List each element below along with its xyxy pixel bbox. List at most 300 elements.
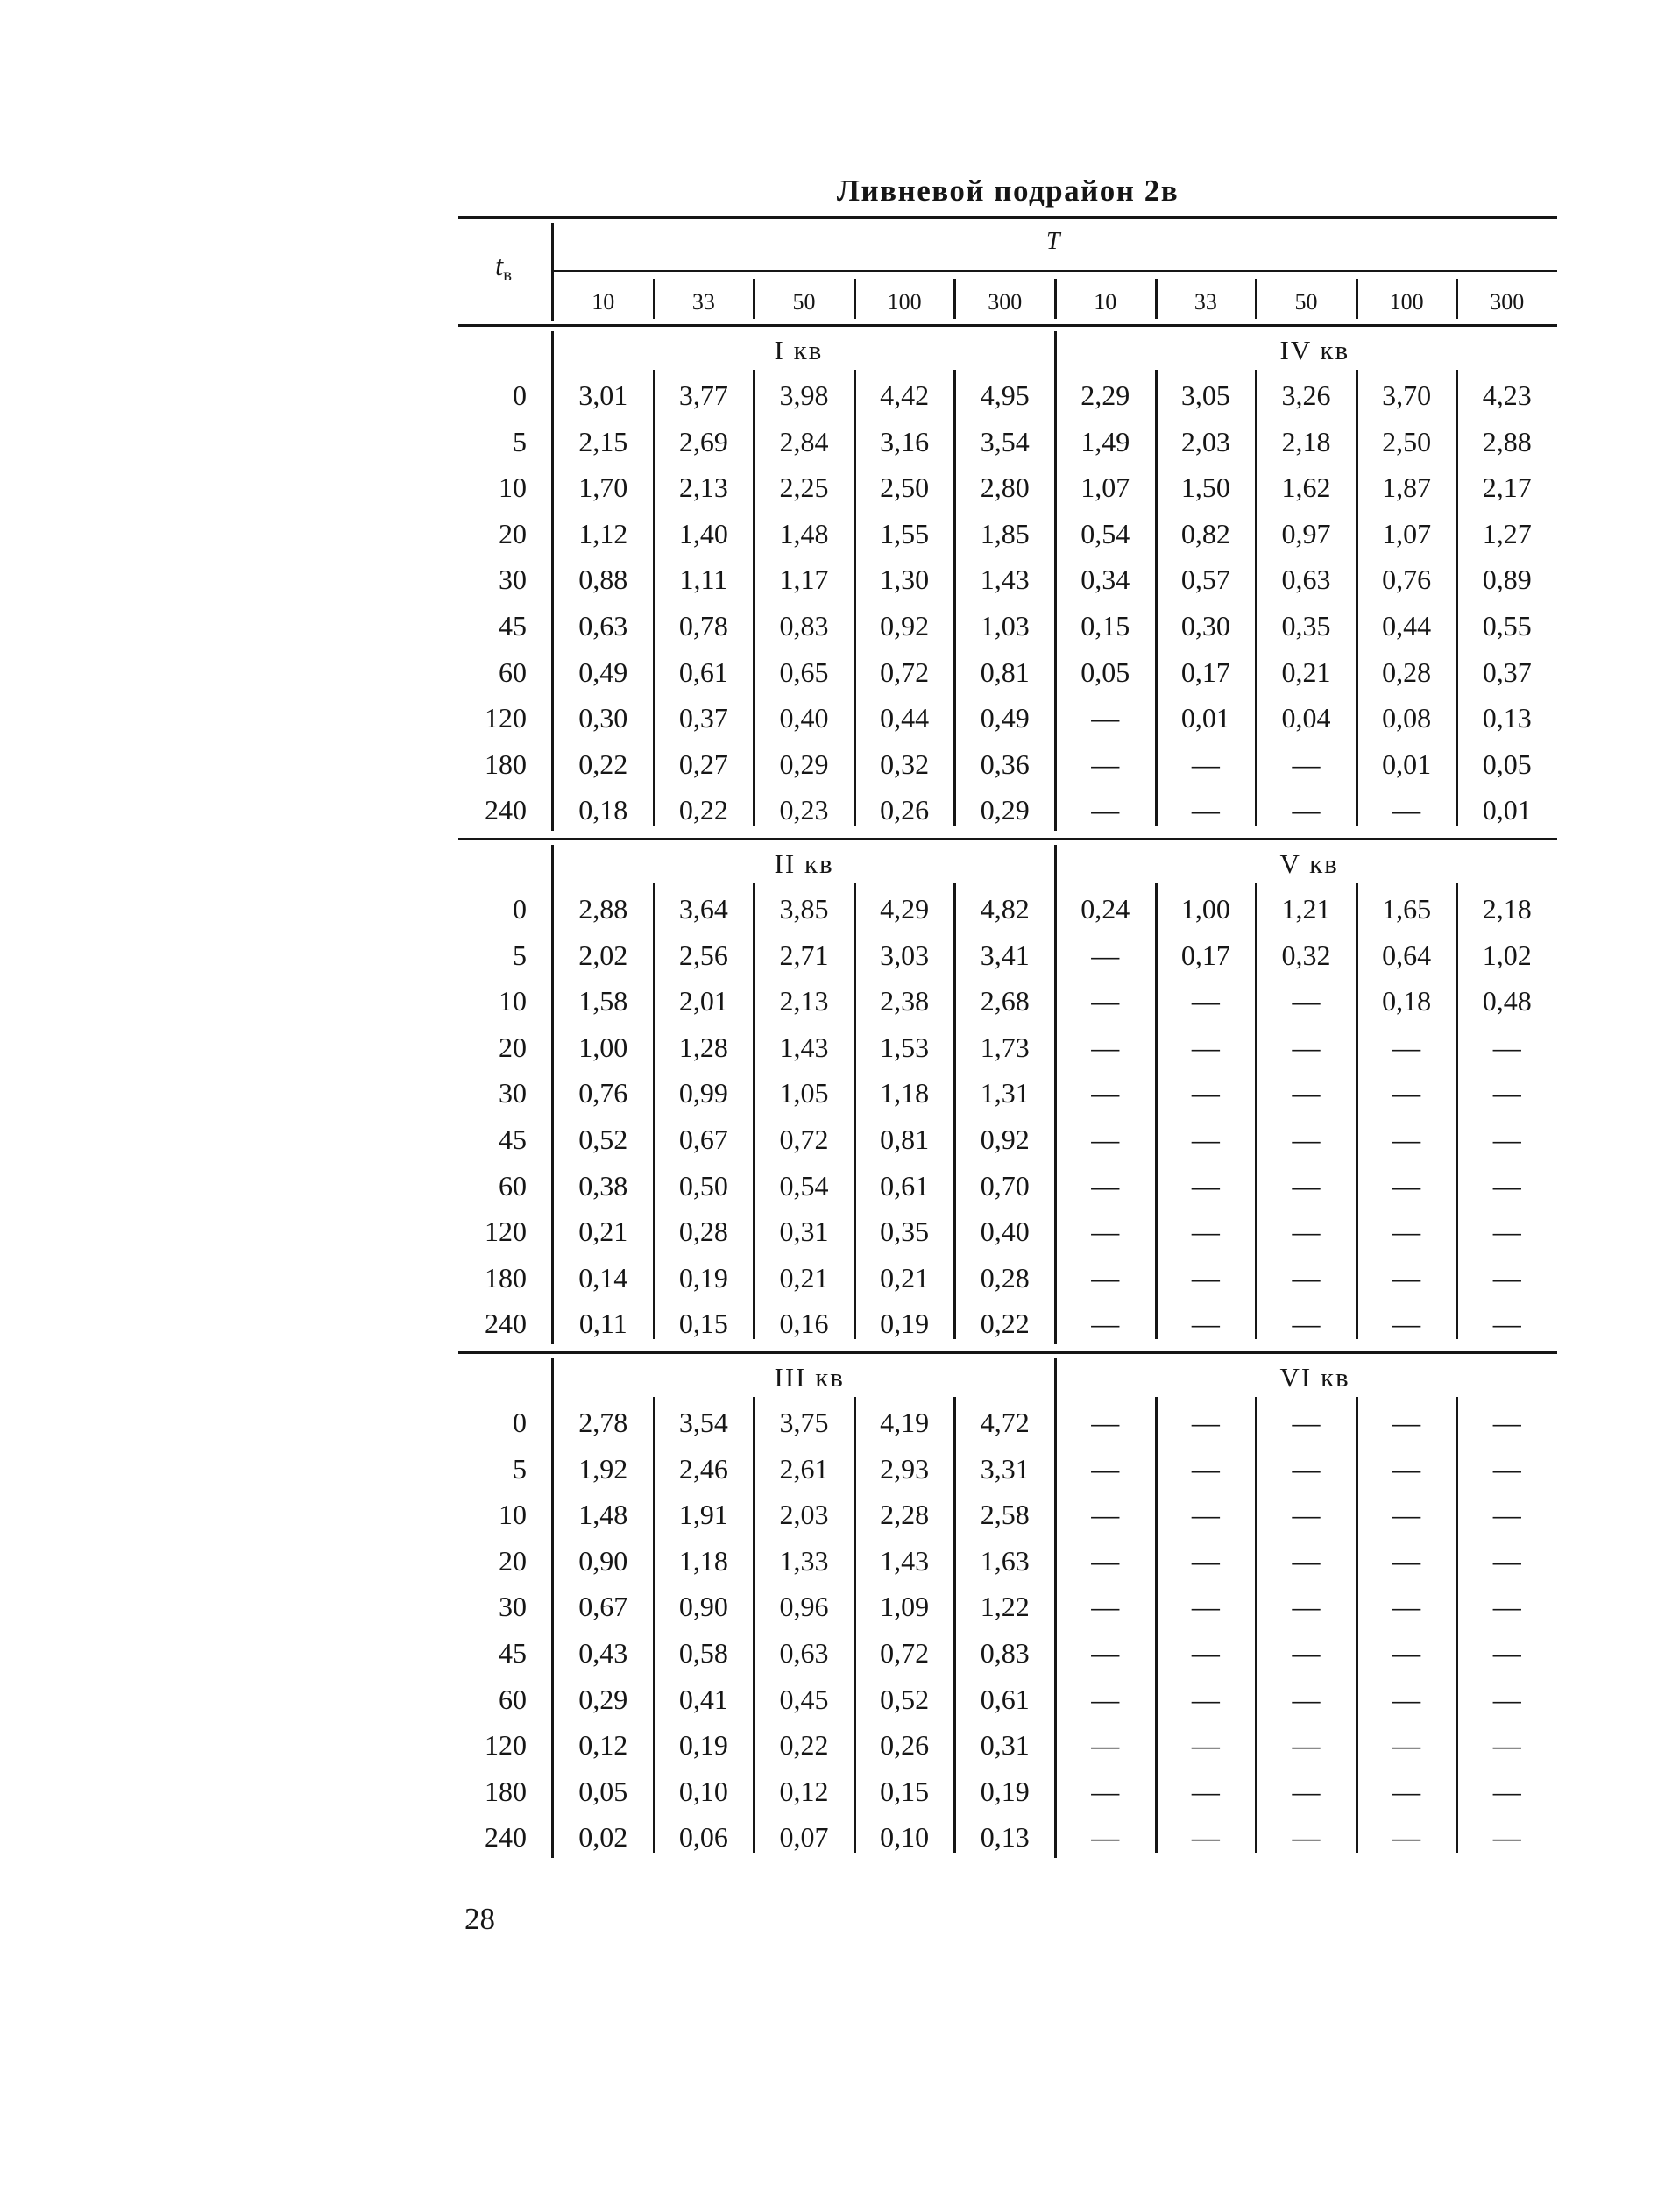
row-duration: 240: [485, 1308, 527, 1340]
table-cell: 3,75: [779, 1407, 829, 1438]
table-cell: —: [1492, 1683, 1521, 1715]
table-cell: —: [1191, 1775, 1220, 1807]
table-cell: 3,03: [880, 939, 930, 971]
column-header: 50: [792, 289, 816, 315]
table-cell: —: [1392, 1124, 1421, 1155]
row-label-subscript: в: [503, 264, 513, 285]
table-cell: 0,72: [880, 1637, 930, 1669]
table-cell: 0,17: [1180, 656, 1230, 688]
row-duration: 120: [485, 1216, 527, 1248]
table-cell: —: [1091, 702, 1120, 734]
table-cell: 2,29: [1080, 379, 1130, 411]
table-cell: 0,19: [880, 1308, 930, 1340]
table-cell: 3,01: [578, 379, 628, 411]
table-cell: 3,26: [1281, 379, 1331, 411]
row-duration: 20: [499, 1031, 527, 1063]
table-cell: 0,15: [880, 1775, 930, 1807]
table-cell: 2,28: [880, 1499, 930, 1531]
table-cell: 0,81: [980, 656, 1030, 688]
table-cell: 0,40: [779, 702, 829, 734]
table-cell: 0,81: [880, 1124, 930, 1155]
table-cell: 0,17: [1180, 939, 1230, 971]
table-cell: —: [1191, 1499, 1220, 1531]
table-cell: 4,23: [1482, 379, 1532, 411]
table-cell: 0,21: [779, 1261, 829, 1294]
table-cell: —: [1392, 1591, 1421, 1623]
table-cell: —: [1292, 1077, 1321, 1110]
table-cell: 1,50: [1180, 471, 1230, 504]
table-cell: —: [1091, 1031, 1120, 1063]
table-cell: 1,40: [678, 517, 728, 549]
table-cell: —: [1191, 1031, 1220, 1063]
table-cell: 0,78: [678, 610, 728, 642]
table-cell: 1,43: [779, 1031, 829, 1063]
table-cell: 1,02: [1482, 939, 1532, 971]
table-cell: 1,58: [578, 985, 628, 1017]
table-cell: —: [1492, 1031, 1521, 1063]
header-column-divider: [1054, 279, 1057, 319]
table-cell: 2,56: [678, 939, 728, 971]
table-cell: 0,72: [880, 656, 930, 688]
table-cell: —: [1091, 1729, 1120, 1762]
table-cell: 2,80: [980, 471, 1030, 504]
header-column-divider: [1255, 279, 1257, 319]
table-cell: 0,08: [1382, 702, 1432, 734]
table-cell: 0,92: [980, 1124, 1030, 1155]
table-cell: 0,76: [1382, 564, 1432, 596]
table-cell: 0,18: [1382, 985, 1432, 1017]
row-duration: 20: [499, 1544, 527, 1577]
table-cell: 0,89: [1482, 564, 1532, 596]
row-label-header: [495, 251, 512, 286]
table-cell: 0,29: [779, 748, 829, 780]
table-cell: 0,14: [578, 1261, 628, 1294]
table-cell: —: [1492, 1775, 1521, 1807]
table-cell: 1,07: [1080, 471, 1130, 504]
table-cell: —: [1492, 1821, 1521, 1854]
table-cell: —: [1091, 1591, 1120, 1623]
table-cell: —: [1091, 1261, 1120, 1294]
table-cell: —: [1292, 1544, 1321, 1577]
table-cell: 0,63: [578, 610, 628, 642]
table-cell: 0,54: [1080, 517, 1130, 549]
table-cell: 1,03: [980, 610, 1030, 642]
header-column-divider: [753, 279, 755, 319]
table-cell: 0,61: [880, 1169, 930, 1202]
row-duration: 5: [513, 1452, 527, 1485]
table-cell: 0,58: [678, 1637, 728, 1669]
quarter-label-left: III кв: [774, 1362, 845, 1393]
table-cell: 2,01: [678, 985, 728, 1017]
table-cell: —: [1091, 1544, 1120, 1577]
table-cell: 0,30: [578, 702, 628, 734]
table-cell: —: [1191, 794, 1220, 826]
table-cell: 0,22: [980, 1308, 1030, 1340]
table-cell: 1,31: [980, 1077, 1030, 1110]
row-duration: 45: [499, 610, 527, 642]
table-cell: 0,54: [779, 1169, 829, 1202]
table-cell: —: [1292, 1821, 1321, 1854]
table-cell: —: [1292, 1031, 1321, 1063]
table-cell: 0,88: [578, 564, 628, 596]
table-cell: 1,73: [980, 1031, 1030, 1063]
column-header: 300: [1490, 289, 1525, 315]
row-duration: 30: [499, 1591, 527, 1623]
page-title: Ливневой подрайон 2в: [836, 174, 1180, 208]
table-cell: 4,19: [880, 1407, 930, 1438]
table-cell: 2,18: [1482, 893, 1532, 925]
table-cell: 2,18: [1281, 425, 1331, 457]
table-cell: 2,88: [1482, 425, 1532, 457]
table-cell: 2,50: [1382, 425, 1432, 457]
table-cell: —: [1392, 1729, 1421, 1762]
table-cell: 1,33: [779, 1544, 829, 1577]
table-cell: 4,82: [980, 893, 1030, 925]
quarter-label-right: V кв: [1279, 848, 1339, 879]
table-cell: 2,78: [578, 1407, 628, 1438]
table-cell: —: [1091, 1216, 1120, 1248]
table-cell: 0,82: [1180, 517, 1230, 549]
table-cell: 4,95: [980, 379, 1030, 411]
table-cell: 0,31: [980, 1729, 1030, 1762]
table-cell: —: [1392, 1821, 1421, 1854]
column-header: 50: [1294, 289, 1318, 315]
table-cell: 0,63: [779, 1637, 829, 1669]
table-cell: —: [1492, 1077, 1521, 1110]
table-cell: 2,69: [678, 425, 728, 457]
table-cell: 1,65: [1382, 893, 1432, 925]
column-header: 10: [592, 289, 615, 315]
row-duration: 45: [499, 1637, 527, 1669]
row-duration: 60: [499, 1169, 527, 1202]
table-cell: 3,16: [880, 425, 930, 457]
table-cell: —: [1492, 1124, 1521, 1155]
table-cell: 1,49: [1080, 425, 1130, 457]
table-cell: —: [1392, 1169, 1421, 1202]
table-cell: 0,10: [880, 1821, 930, 1854]
table-cell: 2,50: [880, 471, 930, 504]
table-cell: 0,22: [578, 748, 628, 780]
table-cell: —: [1091, 1169, 1120, 1202]
column-header: 33: [691, 289, 715, 315]
table-cell: —: [1091, 748, 1120, 780]
table-cell: 0,63: [1281, 564, 1331, 596]
row-duration: 45: [499, 1124, 527, 1155]
table-cell: 1,55: [880, 517, 930, 549]
table-cell: 1,48: [779, 517, 829, 549]
table-cell: 0,43: [578, 1637, 628, 1669]
table-cell: 3,54: [678, 1407, 728, 1438]
table-cell: 0,49: [980, 702, 1030, 734]
table-cell: —: [1492, 1407, 1521, 1438]
table-cell: 0,05: [1482, 748, 1532, 780]
table-cell: 3,05: [1180, 379, 1230, 411]
table-cell: 0,49: [578, 656, 628, 688]
table-cell: —: [1191, 748, 1220, 780]
table-cell: —: [1091, 1308, 1120, 1340]
table-cell: —: [1492, 1308, 1521, 1340]
table-cell: —: [1191, 1544, 1220, 1577]
group-rule: [553, 270, 1557, 272]
row-duration: 0: [513, 893, 527, 925]
row-duration: 180: [485, 748, 527, 780]
header-column-divider: [953, 279, 956, 319]
table-cell: 0,92: [880, 610, 930, 642]
table-cell: 1,92: [578, 1452, 628, 1485]
table-cell: 0,19: [980, 1775, 1030, 1807]
table-cell: 0,13: [980, 1821, 1030, 1854]
table-cell: 0,32: [1281, 939, 1331, 971]
table-cell: 0,64: [1382, 939, 1432, 971]
table-cell: 0,31: [779, 1216, 829, 1248]
table-cell: 1,43: [980, 564, 1030, 596]
table-cell: 0,13: [1482, 702, 1532, 734]
row-duration: 120: [485, 702, 527, 734]
table-cell: 0,06: [678, 1821, 728, 1854]
table-cell: —: [1191, 1452, 1220, 1485]
table-cell: 1,21: [1281, 893, 1331, 925]
table-cell: 0,22: [678, 794, 728, 826]
row-label-base: t: [495, 251, 504, 282]
table-cell: 1,00: [1180, 893, 1230, 925]
data-table: [458, 216, 1557, 1907]
column-header: 33: [1194, 289, 1217, 315]
table-cell: 0,21: [578, 1216, 628, 1248]
column-header: 10: [1094, 289, 1117, 315]
table-cell: —: [1392, 1499, 1421, 1531]
table-cell: —: [1292, 794, 1321, 826]
row-duration: 5: [513, 425, 527, 457]
table-cell: 0,72: [779, 1124, 829, 1155]
table-cell: 0,01: [1382, 748, 1432, 780]
table-cell: —: [1292, 1169, 1321, 1202]
table-cell: 0,29: [578, 1683, 628, 1715]
table-cell: —: [1191, 1591, 1220, 1623]
table-cell: —: [1191, 1637, 1220, 1669]
table-cell: —: [1191, 1308, 1220, 1340]
table-cell: 0,19: [678, 1261, 728, 1294]
table-cell: 1,62: [1281, 471, 1331, 504]
table-cell: 0,99: [678, 1077, 728, 1110]
table-cell: 2,93: [880, 1452, 930, 1485]
table-cell: 1,70: [578, 471, 628, 504]
table-cell: 1,91: [678, 1499, 728, 1531]
table-cell: —: [1392, 794, 1421, 826]
table-cell: 0,10: [678, 1775, 728, 1807]
row-duration: 30: [499, 1077, 527, 1110]
table-cell: 0,05: [578, 1775, 628, 1807]
table-cell: 0,15: [1080, 610, 1130, 642]
table-cell: 0,41: [678, 1683, 728, 1715]
column-header: 300: [988, 289, 1023, 315]
table-cell: —: [1191, 1169, 1220, 1202]
table-cell: 0,11: [578, 1308, 627, 1340]
table-cell: 1,28: [678, 1031, 728, 1063]
table-cell: 1,12: [578, 517, 628, 549]
table-cell: 0,83: [779, 610, 829, 642]
table-cell: 2,71: [779, 939, 829, 971]
table-cell: —: [1091, 1775, 1120, 1807]
table-cell: —: [1191, 1124, 1220, 1155]
table-cell: 0,32: [880, 748, 930, 780]
row-duration: 30: [499, 564, 527, 596]
row-duration: 10: [499, 985, 527, 1017]
quarter-label-left: II кв: [774, 848, 834, 879]
table-cell: —: [1191, 1821, 1220, 1854]
table-cell: —: [1292, 1407, 1321, 1438]
row-duration: 20: [499, 517, 527, 549]
header-bottom-rule: [458, 324, 1557, 327]
table-cell: 0,12: [578, 1729, 628, 1762]
table-cell: 2,03: [779, 1499, 829, 1531]
table-cell: —: [1492, 1591, 1521, 1623]
table-cell: —: [1292, 748, 1321, 780]
table-cell: 1,17: [779, 564, 829, 596]
table-cell: 0,61: [980, 1683, 1030, 1715]
table-cell: —: [1191, 1077, 1220, 1110]
table-cell: —: [1091, 939, 1120, 971]
table-cell: 0,26: [880, 1729, 930, 1762]
table-cell: 0,44: [880, 702, 930, 734]
table-cell: 0,01: [1482, 794, 1532, 826]
table-cell: 2,02: [578, 939, 628, 971]
table-cell: 0,90: [678, 1591, 728, 1623]
table-cell: 0,96: [779, 1591, 829, 1623]
table-cell: 1,18: [678, 1544, 728, 1577]
table-cell: 0,12: [779, 1775, 829, 1807]
table-cell: 0,61: [678, 656, 728, 688]
table-cell: 0,27: [678, 748, 728, 780]
stub-divider: [551, 223, 554, 321]
table-cell: —: [1292, 1591, 1321, 1623]
table-cell: 0,37: [1482, 656, 1532, 688]
table-cell: 0,38: [578, 1169, 628, 1202]
table-cell: —: [1392, 1308, 1421, 1340]
table-cell: —: [1091, 1407, 1120, 1438]
table-cell: 1,48: [578, 1499, 628, 1531]
table-cell: —: [1191, 1729, 1220, 1762]
table-cell: —: [1492, 1499, 1521, 1531]
table-cell: 2,58: [980, 1499, 1030, 1531]
table-cell: 0,05: [1080, 656, 1130, 688]
table-cell: —: [1091, 1637, 1120, 1669]
table-cell: 1,09: [880, 1591, 930, 1623]
table-cell: 0,36: [980, 748, 1030, 780]
table-cell: —: [1492, 1637, 1521, 1669]
row-duration: 0: [513, 379, 527, 411]
row-duration: 180: [485, 1261, 527, 1294]
table-cell: 0,50: [678, 1169, 728, 1202]
table-cell: 2,46: [678, 1452, 728, 1485]
row-duration: 10: [499, 1499, 527, 1531]
table-cell: 0,29: [980, 794, 1030, 826]
page-number: 28: [464, 1902, 495, 1936]
table-cell: —: [1191, 1683, 1220, 1715]
row-duration: 5: [513, 939, 527, 971]
table-cell: 0,28: [1382, 656, 1432, 688]
table-cell: 0,19: [678, 1729, 728, 1762]
table-cell: —: [1292, 1124, 1321, 1155]
table-cell: —: [1492, 1261, 1521, 1294]
table-cell: 1,30: [880, 564, 930, 596]
table-cell: 0,67: [578, 1591, 628, 1623]
group-label-T: T: [1046, 228, 1060, 255]
table-cell: —: [1392, 1031, 1421, 1063]
table-cell: 0,18: [578, 794, 628, 826]
table-cell: 2,25: [779, 471, 829, 504]
table-cell: 0,70: [980, 1169, 1030, 1202]
table-cell: 0,55: [1482, 610, 1532, 642]
table-cell: 0,26: [880, 794, 930, 826]
table-cell: 3,31: [980, 1452, 1030, 1485]
table-cell: 4,29: [880, 893, 930, 925]
table-cell: 1,87: [1382, 471, 1432, 504]
table-cell: 4,72: [980, 1407, 1030, 1438]
header-column-divider: [653, 279, 655, 319]
table-cell: 0,21: [1281, 656, 1331, 688]
table-cell: 0,40: [980, 1216, 1030, 1248]
table-cell: 0,28: [678, 1216, 728, 1248]
table-cell: —: [1292, 1637, 1321, 1669]
table-cell: 0,76: [578, 1077, 628, 1110]
table-cell: —: [1191, 1261, 1220, 1294]
table-cell: 0,22: [779, 1729, 829, 1762]
table-cell: 0,16: [779, 1308, 829, 1340]
table-cell: —: [1492, 1452, 1521, 1485]
table-cell: 2,84: [779, 425, 829, 457]
table-cell: —: [1392, 1216, 1421, 1248]
table-cell: 0,23: [779, 794, 829, 826]
table-cell: 2,13: [779, 985, 829, 1017]
table-cell: 2,88: [578, 893, 628, 925]
header-column-divider: [1456, 279, 1458, 319]
table-cell: 0,44: [1382, 610, 1432, 642]
table-cell: 3,64: [678, 893, 728, 925]
column-header: 100: [1389, 289, 1424, 315]
table-cell: 0,83: [980, 1637, 1030, 1669]
table-cell: 0,52: [578, 1124, 628, 1155]
table-cell: —: [1392, 1637, 1421, 1669]
table-cell: 0,15: [678, 1308, 728, 1340]
table-cell: 0,65: [779, 656, 829, 688]
table-cell: —: [1392, 1261, 1421, 1294]
table-cell: —: [1091, 985, 1120, 1017]
table-cell: —: [1292, 1499, 1321, 1531]
block-separator-rule: [458, 1351, 1557, 1354]
table-cell: 4,42: [880, 379, 930, 411]
table-cell: 2,68: [980, 985, 1030, 1017]
table-cell: —: [1292, 1308, 1321, 1340]
table-cell: 1,05: [779, 1077, 829, 1110]
row-duration: 180: [485, 1775, 527, 1807]
table-cell: 1,53: [880, 1031, 930, 1063]
table-cell: 2,15: [578, 425, 628, 457]
table-cell: —: [1292, 985, 1321, 1017]
row-duration: 240: [485, 1821, 527, 1854]
block-separator-rule: [458, 838, 1557, 840]
table-cell: —: [1292, 1775, 1321, 1807]
row-duration: 60: [499, 656, 527, 688]
header-column-divider: [1155, 279, 1158, 319]
table-cell: —: [1392, 1077, 1421, 1110]
table-cell: 1,07: [1382, 517, 1432, 549]
table-cell: 2,03: [1180, 425, 1230, 457]
table-cell: 1,18: [880, 1077, 930, 1110]
table-cell: 0,35: [1281, 610, 1331, 642]
header-column-divider: [854, 279, 856, 319]
quarter-label-right: VI кв: [1279, 1362, 1350, 1393]
table-cell: —: [1091, 1077, 1120, 1110]
